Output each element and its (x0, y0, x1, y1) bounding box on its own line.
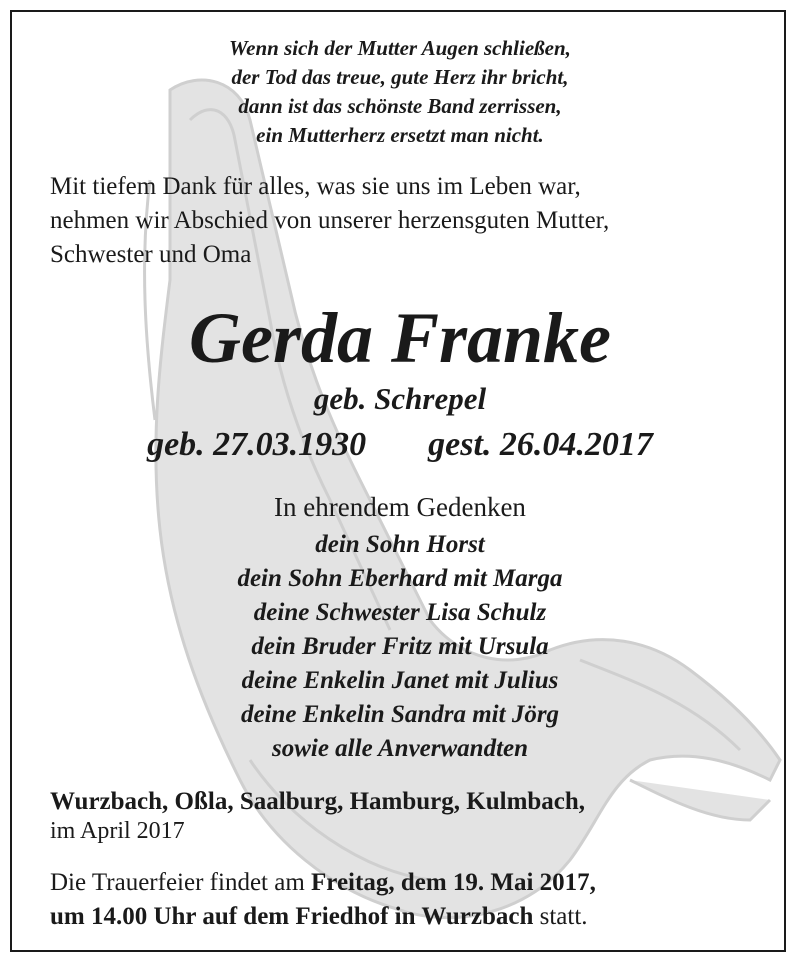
life-dates (0, 424, 800, 466)
poem-line: Wenn sich der Mutter Augen schließen, (229, 36, 571, 60)
funeral-location: um 14.00 Uhr auf dem Friedhof in Wurzbach (50, 903, 534, 930)
mourner-item: deine Enkelin Sandra mit Jörg (240, 701, 560, 728)
poem-line: dann ist das schönste Band zerrissen, (238, 94, 562, 118)
intro-text (50, 170, 770, 272)
mourner-item: deine Enkelin Janet mit Julius (241, 667, 559, 694)
places: Wurzbach, Oßla, Saalburg, Hamburg, Kulmbach, (50, 788, 586, 815)
mourner-item: dein Sohn Eberhard mit Marga (237, 565, 563, 592)
funeral-notice (50, 866, 770, 934)
intro-line: Mit tiefem Dank für alles, was sie uns im Leben war, (50, 173, 581, 200)
poem (0, 34, 800, 150)
funeral-prefix: Die Trauerfeier findet am (50, 869, 312, 896)
mourner-item: dein Sohn Horst (315, 531, 485, 558)
deceased-name: Gerda Franke (188, 298, 611, 378)
month-year: im April 2017 (50, 818, 185, 844)
intro-line: nehmen wir Abschied von unserer herzensguten Mutter, (50, 207, 610, 234)
poem-line: ein Mutterherz ersetzt man nicht. (256, 123, 544, 147)
birth-name: geb. Schrepel (313, 381, 487, 416)
mourners-list (0, 528, 800, 766)
funeral-suffix: statt. (533, 903, 588, 930)
intro-line: Schwester und Oma (50, 241, 252, 268)
mourner-item: deine Schwester Lisa Schulz (253, 599, 547, 626)
funeral-date: Freitag, dem 19. Mai 2017, (311, 869, 596, 896)
mourner-item: dein Bruder Fritz mit Ursula (251, 633, 549, 660)
mourner-item: sowie alle Anverwandten (271, 735, 529, 762)
death-date: gest. 26.04.2017 (428, 426, 653, 463)
poem-line: der Tod das treue, gute Herz ihr bricht, (231, 65, 569, 89)
birth-date: geb. 27.03.1930 (147, 426, 367, 463)
memorial-heading: In ehrendem Gedenken (274, 492, 526, 522)
